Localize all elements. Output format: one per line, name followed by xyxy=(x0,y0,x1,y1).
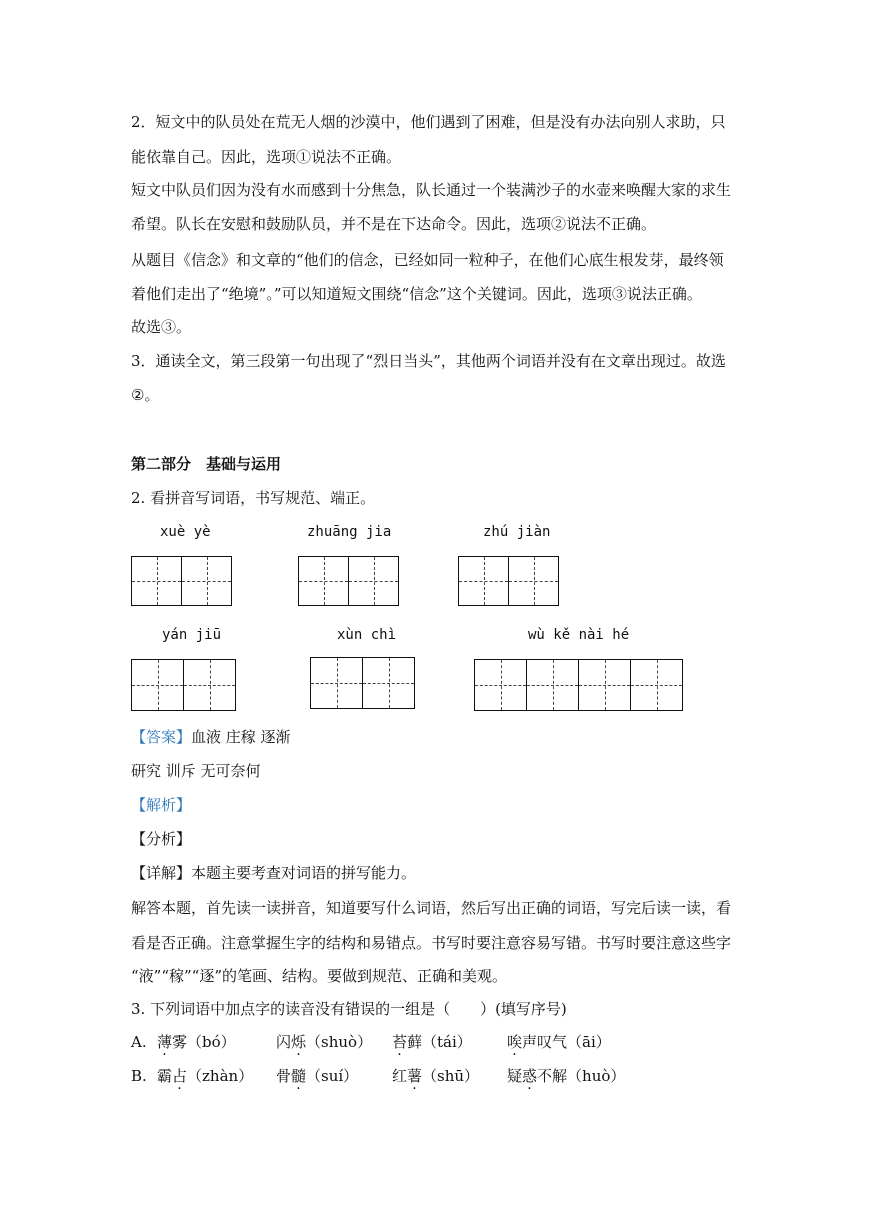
analysis-line: 短文中队员们因为没有水而感到十分焦急，队长通过一个装满沙子的水壶来唤醒大家的求生 xyxy=(131,181,732,199)
option-item: 唉声叹气（āi） xyxy=(507,1033,611,1051)
dotted-char: 烁 xyxy=(291,1033,307,1051)
grid-cell[interactable] xyxy=(459,556,509,606)
grid-cell[interactable] xyxy=(184,659,236,711)
grid-cell[interactable] xyxy=(182,556,232,606)
grid-cell[interactable] xyxy=(311,657,363,709)
option-item: 薄雾（bó） xyxy=(157,1033,236,1051)
grid-cell[interactable] xyxy=(132,659,184,711)
analysis-line: 能依靠自己。因此，选项①说法不正确。 xyxy=(131,148,402,166)
analysis-line: 着他们走出了“绝境”。”可以知道短文围绕“信念”这个关键词。因此，选项③说法正确。 xyxy=(131,285,702,303)
answer-line xyxy=(131,727,291,747)
detail-line: “液”“稼”“逐”的笔画、结构。要做到规范、正确和美观。 xyxy=(131,967,508,985)
option-item: 苔藓（tái） xyxy=(392,1033,472,1051)
analysis-line: 3．通读全文，第三段第一句出现了“烈日当头”，其他两个词语并没有在文章出现过。故选 xyxy=(131,352,726,370)
grid-cell[interactable] xyxy=(527,659,579,711)
option-label: B. xyxy=(131,1067,147,1085)
answer-line: 研究 训斥 无可奈何 xyxy=(131,762,261,780)
question-stem: 3. 下列词语中加点字的读音没有错误的一组是（ ）(填写序号) xyxy=(131,1000,567,1018)
dotted-char: 薄 xyxy=(157,1033,173,1051)
answer-tag: 【答案】 xyxy=(131,728,192,746)
detail-line: 看是否正确。注意掌握生字的结构和易错点。书写时要注意容易写错。书写时要注意这些字 xyxy=(131,934,732,952)
dotted-char: 惑 xyxy=(522,1067,538,1085)
pinyin-label: xuè yè xyxy=(160,524,211,540)
grid-cell[interactable] xyxy=(363,657,415,709)
grid-cell[interactable] xyxy=(475,659,527,711)
xiangjie-line: 【详解】本题主要考查对词语的拼写能力。 xyxy=(131,864,417,882)
grid-cell[interactable] xyxy=(579,659,631,711)
grid-cell[interactable] xyxy=(299,556,349,606)
dotted-char: 唉 xyxy=(507,1033,523,1051)
option-row-b[interactable] xyxy=(131,1066,147,1086)
writing-grid[interactable] xyxy=(474,659,683,711)
grid-cell[interactable] xyxy=(349,556,399,606)
analysis-line: 从题目《信念》和文章的“他们的信念，已经如同一粒种子，在他们心底生根发芽，最终领 xyxy=(131,251,724,269)
dotted-char: 薯 xyxy=(407,1067,423,1085)
grid-cell[interactable] xyxy=(509,556,559,606)
pinyin-label: zhuāng jia xyxy=(307,524,392,540)
dotted-char: 髓 xyxy=(291,1067,307,1085)
option-item: 红薯（shū） xyxy=(392,1067,480,1085)
option-item: 疑惑不解（huò） xyxy=(507,1067,626,1085)
pinyin-label: zhú jiàn xyxy=(483,524,551,540)
detail-line: 解答本题，首先读一读拼音，知道要写什么词语，然后写出正确的词语，写完后读一读，看 xyxy=(131,899,732,917)
analysis-line: ②。 xyxy=(131,386,160,404)
writing-grid[interactable] xyxy=(310,657,415,709)
answer-text: 血液 庄稼 逐渐 xyxy=(191,728,291,746)
dotted-char: 苔 xyxy=(392,1033,408,1051)
analysis-line: 故选③。 xyxy=(131,318,192,336)
dotted-char: 占 xyxy=(172,1067,188,1085)
writing-grid[interactable] xyxy=(458,556,559,606)
pinyin-label: wù kě nài hé xyxy=(528,627,630,643)
analysis-line: 希望。队长在安慰和鼓励队员，并不是在下达命令。因此，选项②说法不正确。 xyxy=(131,215,657,233)
jiexi-tag: 【解析】 xyxy=(131,796,192,814)
analysis-line: 2．短文中的队员处在荒无人烟的沙漠中，他们遇到了困难，但是没有办法向别人求助，只 xyxy=(131,113,726,131)
option-item: 骨髓（suí） xyxy=(276,1067,359,1085)
pinyin-label: yán jiū xyxy=(162,627,222,643)
pinyin-label: xùn chì xyxy=(337,627,397,643)
grid-cell[interactable] xyxy=(132,556,182,606)
writing-grid[interactable] xyxy=(131,659,236,711)
option-row-a[interactable] xyxy=(131,1032,147,1052)
option-item: 闪烁（shuò） xyxy=(276,1033,373,1051)
grid-cell[interactable] xyxy=(631,659,683,711)
option-item: 霸占（zhàn） xyxy=(157,1067,254,1085)
fenxi-tag: 【分析】 xyxy=(131,830,192,848)
question-stem: 2. 看拼音写词语，书写规范、端正。 xyxy=(131,489,376,507)
option-label: A. xyxy=(131,1033,147,1051)
writing-grid[interactable] xyxy=(131,556,232,606)
section-title: 第二部分 基础与运用 xyxy=(131,455,282,473)
writing-grid[interactable] xyxy=(298,556,399,606)
